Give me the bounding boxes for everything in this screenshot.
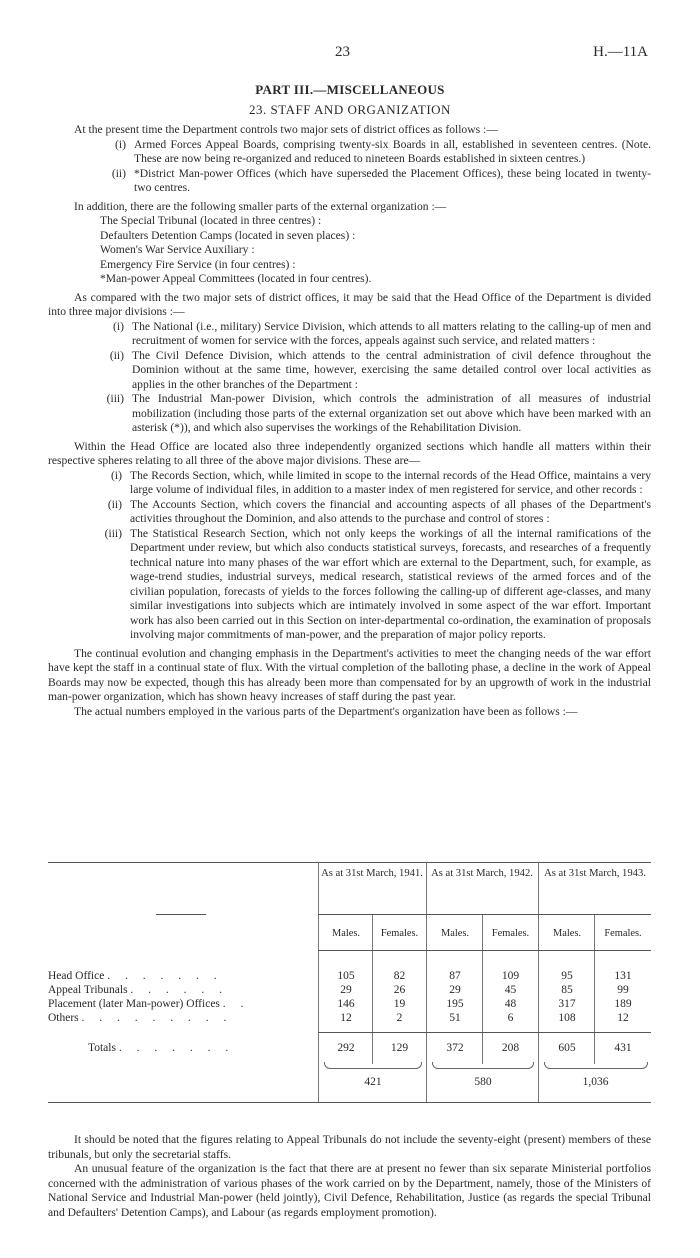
table-cell: 87	[449, 970, 461, 982]
closing-text	[48, 1133, 651, 1220]
table-bottom-rule	[48, 1102, 651, 1103]
list-number: (ii)	[109, 348, 124, 362]
males-header: Males.	[441, 928, 469, 939]
table-cell: 108	[558, 1012, 576, 1024]
period-1942: As at 31st March, 1942.	[431, 868, 533, 879]
list-line: The Special Tribunal (located in three centres) :	[100, 214, 322, 227]
total-cell: 129	[390, 1042, 409, 1054]
grand-total-1941: 421	[364, 1076, 382, 1088]
list-text: The Records Section, which, while limited in scope to the internal records of the Head Office, maintains a very large volume of individual files, in addition to a master index of men registered for service, and other records :	[130, 468, 651, 496]
paragraph-ministerial-portfolios: An unusual feature of the organization is the fact that there are at present no fewer than six separate Ministerial portfolios concerned with the administration of various phases of the work carried on by the Department, namely, those of the Ministers of National Service and Industrial Man-power (held jointly), Civil Defence, Rehabilitation, Justice (as regards the special Tribunal and Defaulters' Detention Camps), and Labour (as regards employment promotion).	[48, 1162, 651, 1219]
grand-total-brace	[544, 1062, 648, 1069]
total-cell: 605	[558, 1042, 576, 1054]
list-item	[48, 320, 651, 349]
grand-total-1943: 1,036	[582, 1076, 609, 1088]
list-item	[48, 527, 651, 643]
list-number: (iii)	[104, 526, 122, 540]
males-header: Males.	[553, 928, 581, 939]
paragraph-numbers-intro: The actual numbers employed in the various parts of the Department's organization have been as follows :—	[74, 704, 578, 718]
table-cell: 105	[337, 970, 355, 982]
part-title: PART III.—MISCELLANEOUS	[255, 82, 445, 97]
list-number: (i)	[111, 468, 122, 482]
table-cell: 131	[614, 970, 632, 982]
table-cell: 48	[504, 998, 517, 1010]
total-cell: 208	[501, 1042, 520, 1054]
total-cell: 292	[337, 1042, 355, 1054]
list-text: The National (i.e., military) Service Division, which attends to all matters relating to the calling-up of men and recruitment of women for service with the forces, appeals against such service, and related matters :	[132, 319, 651, 347]
table-cell: 51	[449, 1012, 461, 1024]
list-line: Women's War Service Auxiliary :	[100, 243, 255, 256]
staff-table	[48, 862, 651, 1110]
paragraph-district-offices: At the present time the Department controls two major sets of district offices as follows :—	[74, 123, 498, 136]
page-number: 23	[335, 44, 350, 60]
subheader-rule	[318, 950, 651, 951]
table-row-label: Placement (later Man-power) Offices . .	[48, 998, 250, 1010]
list-number: (i)	[113, 319, 124, 333]
table-cell: 12	[617, 1012, 629, 1024]
table-row-label: Head Office . . . . . . .	[48, 970, 223, 982]
list-line: Emergency Fire Service (in four centres) :	[100, 257, 296, 271]
table-cell: 45	[504, 984, 517, 996]
males-header: Males.	[332, 928, 360, 939]
row-label-text: Others	[48, 1012, 79, 1024]
period-1941: As at 31st March, 1941.	[321, 868, 423, 879]
table-cell: 317	[558, 998, 576, 1010]
paragraph-smaller-parts: In addition, there are the following smaller parts of the external organization :—	[74, 199, 447, 213]
totals-label: Totals . . . . . . .	[88, 1042, 235, 1054]
females-header: Females.	[604, 928, 642, 939]
table-row-label: Others . . . . . . . . .	[48, 1012, 233, 1024]
table-cell: 26	[393, 984, 406, 996]
females-header: Females.	[491, 928, 530, 939]
table-top-rule	[48, 862, 651, 863]
table-cell: 146	[337, 998, 355, 1010]
stub-rule	[156, 914, 206, 915]
list-item	[48, 469, 651, 498]
grand-total-1942: 580	[474, 1076, 492, 1088]
list-number: (ii)	[107, 497, 122, 511]
table-cell: 29	[449, 984, 461, 996]
list-item	[48, 392, 651, 436]
column-divider	[426, 862, 427, 1102]
column-divider	[538, 862, 539, 1102]
total-cell: 372	[446, 1042, 464, 1054]
row-label-text: Placement (later Man-power) Offices	[48, 998, 220, 1010]
list-text: The Civil Defence Division, which attends to the central administration of civil defence throughout the Dominion without at the same time, however, exercising the same detailed control over local activities as applies in the other branches of the Department :	[132, 348, 651, 391]
table-cell: 29	[340, 984, 352, 996]
table-row-label: Appeal Tribunals . . . . . .	[48, 984, 229, 996]
period-1943: As at 31st March, 1943.	[544, 868, 646, 879]
totals-rule	[318, 1032, 651, 1033]
list-text: The Statistical Research Section, which not only keeps the workings of all the internal ramifications of the Department under review, but which also conducts statistical surveys, forecasts, and researches of a frequently technical nature into many phases of the war effort which are external to the Department, such, for example, as wage-trend studies, industrial surveys, medical research, statistical reviews of the armed forces and of the civilian population, forecasts of yields to the forces following the calling-up of different age-classes, and many similar investigations into subjects which are intimately involved in some aspect of the war effort. Important work has also been carried out in this Section on inter-departmental co-ordination, the examination of proposals involving major commitments of man-power, and the preparation of major policy reports.	[130, 526, 651, 641]
list-item	[48, 349, 651, 393]
list-text: The Accounts Section, which covers the financial and accounting aspects of all phases of the Department's activities throughout the Dominion, and also attends to the purchase and control of stores :	[130, 497, 651, 525]
paragraph-staff-flux: The continual evolution and changing emphasis in the Department's activities to meet the changing needs of the war effort have kept the staff in a continual state of flux. With the virtual completion of the balloting phase, a decline in the work of Appeal Boards may now be expected, though this has already been more than compensated for by an upgrowth of work in the industrial man-power organization, which has shown heavy increases of staff during the past year.	[48, 646, 651, 703]
table-cell: 19	[393, 998, 406, 1010]
row-label-text: Appeal Tribunals	[48, 984, 128, 996]
females-header: Females.	[380, 928, 419, 939]
table-cell: 85	[561, 984, 573, 996]
section-title: 23. STAFF AND ORGANIZATION	[249, 102, 451, 117]
paragraph-major-divisions: As compared with the two major sets of district offices, it may be said that the Head Office of the Department is divided into three major divisions :—	[48, 290, 651, 318]
totals-label-text: Totals	[88, 1042, 116, 1054]
table-cell: 6	[507, 1012, 514, 1024]
list-number: (i)	[115, 137, 126, 151]
grand-total-brace	[324, 1062, 422, 1069]
table-cell: 195	[446, 998, 464, 1010]
list-item	[48, 138, 651, 167]
paragraph-appeal-note: It should be noted that the figures relating to Appeal Tribunals do not include the seventy-eight (present) members of these tribunals, but only the secretarial staffs.	[48, 1133, 651, 1161]
list-text: Armed Forces Appeal Boards, comprising twenty-six Boards in all, established in seventeen centres. (Note. These are now being re-organized and reduced to nineteen Boards established in sixteen centres.)	[134, 137, 651, 165]
total-cell: 431	[614, 1042, 632, 1054]
list-number: (iii)	[106, 392, 124, 405]
table-cell: 189	[614, 998, 632, 1010]
table-cell: 2	[396, 1012, 403, 1024]
column-divider	[318, 862, 319, 1102]
grand-total-brace	[432, 1062, 534, 1069]
table-cell: 82	[393, 970, 406, 982]
list-item	[48, 498, 651, 527]
list-text: The Industrial Man-power Division, which controls the administration of all measures of industrial mobilization (including those parts of the external organization set out above which have been marked with an asterisk (*)), and which also supervises the workings of the Rehabilitation Division.	[132, 392, 651, 434]
list-line: *Man-power Appeal Committees (located in four centres).	[100, 272, 372, 285]
table-cell: 109	[501, 970, 520, 982]
header-rule	[318, 914, 651, 915]
body-text	[48, 123, 651, 719]
list-text: *District Man-power Offices (which have superseded the Placement Offices), these being located in twenty-two centres.	[134, 166, 651, 194]
list-item	[48, 167, 651, 196]
list-line: Defaulters Detention Camps (located in seven places) :	[100, 228, 356, 242]
table-cell: 99	[617, 984, 629, 996]
row-label-text: Head Office	[48, 970, 105, 982]
table-cell: 95	[561, 970, 573, 982]
table-cell: 12	[340, 1012, 352, 1024]
document-reference: H.—11A	[593, 44, 648, 60]
list-number: (ii)	[111, 166, 126, 180]
paragraph-sections: Within the Head Office are located also three independently organized sections which handle all matters within their respective spheres relating to all three of the above major divisions. These are—	[48, 439, 651, 467]
